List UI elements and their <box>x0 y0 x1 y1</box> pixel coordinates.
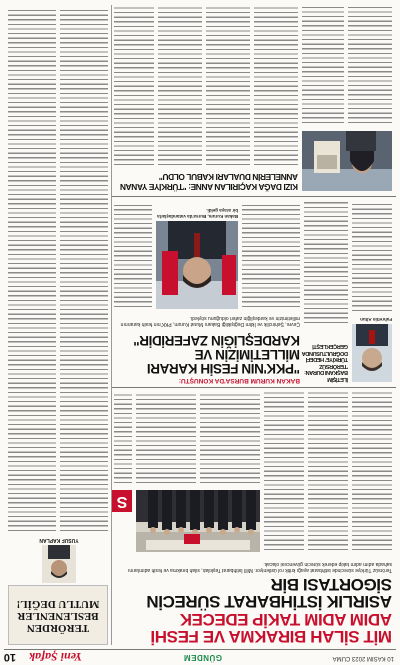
pkk-kicker: BAKAN KURUM BURSA'DA KONUŞTU: <box>178 377 300 384</box>
pkk-deck: Çevre, Şehircilik ve İklim Değişikliği Bakanı Murat Kurum, PKK'nın fesih kararının milletimizin ve kardeşliğin zaferi olduğunu söyledi. <box>120 315 300 327</box>
columnist-name: YUSUF KAPLAN <box>39 537 79 543</box>
ceremony-photo <box>136 490 260 552</box>
section-name: GÜNDEM <box>183 653 222 662</box>
bottom-text-col-4 <box>206 7 250 167</box>
main-text-col-3 <box>264 392 304 552</box>
header-rule <box>4 649 396 650</box>
portrait-caption: Fahrettin Altun <box>360 317 392 322</box>
main-text-col-4 <box>200 392 260 485</box>
main-text-col-1 <box>352 392 392 552</box>
opinion-text-col-2 <box>8 7 56 533</box>
opinion-text-col-1 <box>60 7 108 533</box>
small-text-col-1 <box>352 201 392 313</box>
main-text-col-5 <box>136 392 196 485</box>
bottom-text-col-3 <box>254 7 298 167</box>
divider-1 <box>112 387 396 388</box>
pkk-text-col-1 <box>242 205 300 309</box>
newspaper-logo: Yeni Şafak <box>28 650 82 664</box>
main-text-col-2 <box>308 392 348 552</box>
opinion-title-line-1: TERÖRDEN <box>26 622 90 634</box>
main-headline-red: MİT SİLAH BIRAKMA VE FESHİ ADIM ADIM TAKİP EDECEK <box>150 610 392 646</box>
minister-photo-caption: Bakan Kurum, Bursa'da vatandaşlarla bir araya geldi. <box>157 208 238 219</box>
issue-date: 10 KASIM 2023 CUMA <box>332 655 394 661</box>
opinion-title-box <box>8 585 108 645</box>
pkk-text-col-2 <box>114 205 152 309</box>
bottom-text-col-2 <box>302 7 344 125</box>
minister-photo <box>156 221 238 309</box>
opinion-sidebar <box>6 5 110 645</box>
opinion-title-line-3: MUTLU DEĞİL! <box>16 598 100 610</box>
columnist-photo <box>42 545 76 583</box>
small-story-headline: İLETİŞİM BAŞKANI DURAN: 'TERÖRSÜZ TÜRKİYE' HEDEFİ DOĞRULTUSUNDA GERÇEKLEŞTİ <box>302 343 348 382</box>
politician-portrait <box>352 324 392 382</box>
opinion-title-line-2: BESLENENLER <box>17 610 99 622</box>
sidebar-divider <box>111 5 112 645</box>
pkk-headline: "PKK'NIN FESİH KARARI MİLLETİMİZİN VE KARDEŞLİĞİN ZAFERİDİR" <box>133 333 300 376</box>
page-number: 10 <box>3 651 16 663</box>
small-text-col-2 <box>304 201 348 325</box>
bottom-text-col-6 <box>114 7 154 167</box>
bottom-headline: KIZI DAĞA KAÇIRILAN ANNE: "TÜRKİYE YANAN ANNELERİN DUALARI KABUL OLDU" <box>120 172 298 192</box>
bottom-text-col-5 <box>158 7 202 167</box>
main-headline-black: ASIRLIK İSTİHBARAT SÜRECİN SİGORTASI BİR <box>146 575 392 611</box>
s-logo-icon: S <box>112 490 132 512</box>
main-text-col-6 <box>114 392 132 485</box>
divider-2 <box>112 196 396 197</box>
main-deck: Terörsüz Türkiye sürecinde istihbarat ayağı kritik rol üstleniyor. Millî İstihbarat Teşkilatı, silah bırakma ve fesih adımlarını sahada adım adım takip ederek sürecin güvencesi olacak. <box>127 561 392 573</box>
mother-photo <box>302 131 392 191</box>
bottom-text-col-1 <box>348 7 392 125</box>
